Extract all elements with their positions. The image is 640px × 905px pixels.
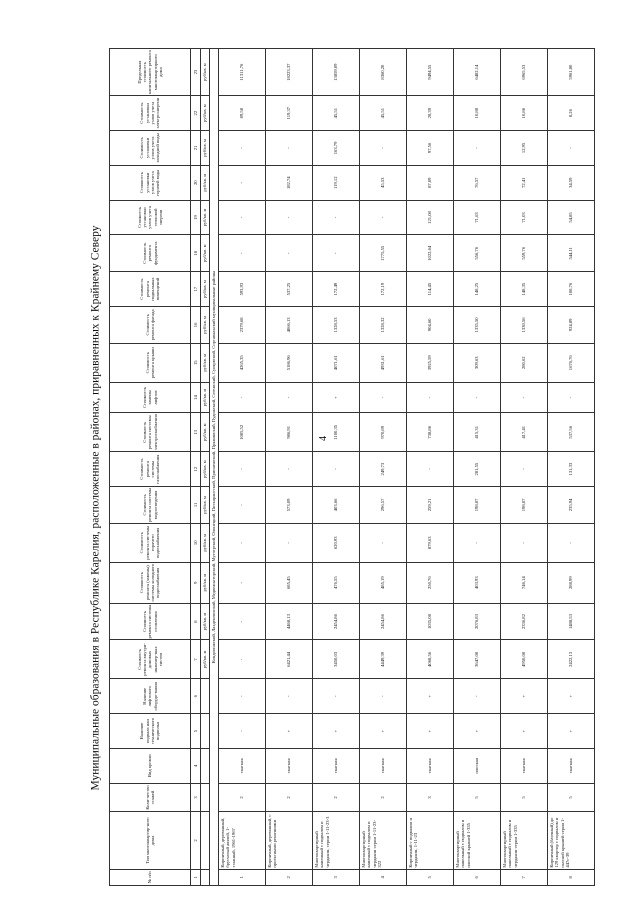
table-cell: плоская [454, 748, 501, 783]
table-cell: - [548, 382, 595, 413]
column-number: 14 [191, 382, 201, 413]
table-cell: 97,56 [407, 131, 454, 166]
table-cell: 148,25 [454, 272, 501, 307]
table-cell: + [501, 714, 548, 749]
table-cell: 13859,09 [313, 49, 360, 96]
blank-cell [201, 783, 210, 812]
column-number: 17 [191, 272, 201, 307]
table-cell: 250,76 [407, 562, 454, 603]
column-number: 23 [191, 49, 201, 96]
table-cell: 4066,13 [266, 306, 313, 343]
table-cell: 281,55 [454, 452, 501, 487]
table-cell: 4931,61 [360, 343, 407, 382]
units-cell: руб/кв. м [201, 49, 210, 96]
column-header: № п/п [110, 869, 191, 885]
table-cell: 1328,53 [313, 306, 360, 343]
table-cell: + [501, 679, 548, 714]
table-cell: - [219, 640, 266, 679]
column-header: Коли-чество этажей [110, 783, 191, 812]
table-cell: - [313, 200, 360, 235]
table-cell: + [313, 714, 360, 749]
table-cell: 10,88 [454, 96, 501, 131]
table-cell: - [219, 452, 266, 487]
column-header: Наличие подвала или технического подполья [110, 714, 191, 749]
cost-table [109, 48, 595, 886]
blank-cell [201, 748, 210, 783]
table-cell: 280,62 [501, 343, 548, 382]
table-cell: 620,93 [313, 523, 360, 562]
column-header: Стоимость установки узлов учета горячей воды [110, 165, 191, 200]
table-cell: скатная [266, 748, 313, 783]
table-cell: 172,49 [313, 272, 360, 307]
column-number: 11 [191, 487, 201, 524]
table-cell: 309,63 [454, 343, 501, 382]
table-cell: 6482,14 [454, 49, 501, 96]
table-cell: Кирпичный, деревянный, брусчатый жилой, 1-этажный, 1961-1967 [219, 812, 266, 869]
table-cell: 45,51 [360, 96, 407, 131]
table-cell: Кирпичный (блочный) до 129 квартир с подвалом и скатной крышей серии 1-447с-39 [548, 812, 595, 869]
table-cell: - [360, 523, 407, 562]
column-header: Стоимость ремонта крыши [110, 343, 191, 382]
column-number: 15 [191, 343, 201, 382]
table-cell: - [501, 452, 548, 487]
table-cell: 6 [454, 869, 501, 885]
table-cell: + [454, 714, 501, 749]
column-header: Стоимость ремонта (замены) системы холодного водоснабжения [110, 562, 191, 603]
table-cell: 7 [501, 869, 548, 885]
column-header: Стоимость ремонта подвальных помещений [110, 272, 191, 307]
table-cell: 970,89 [360, 413, 407, 452]
table-cell: - [454, 131, 501, 166]
table-cell: 573,09 [266, 487, 313, 524]
table-cell: скатная [313, 748, 360, 783]
table-cell: 738,86 [407, 413, 454, 452]
table-cell: 119,12 [313, 165, 360, 200]
table-cell: 4068,56 [407, 640, 454, 679]
table-cell: скатная [501, 748, 548, 783]
table-cell: - [360, 679, 407, 714]
column-header: Стоимость ремонта фундамента [110, 235, 191, 272]
table-cell: + [313, 382, 360, 413]
blank-cell [201, 869, 210, 885]
table-cell: скатная [219, 748, 266, 783]
table-cell: + [407, 714, 454, 749]
table-cell: 1 [219, 869, 266, 885]
table-cell: 415,31 [454, 413, 501, 452]
table-cell: 121,08 [407, 200, 454, 235]
column-number: 19 [191, 200, 201, 235]
table-row [407, 49, 454, 886]
column-number: 3 [191, 783, 201, 812]
column-number: 16 [191, 306, 201, 343]
table-cell: + [548, 714, 595, 749]
units-cell: руб/кв. м [201, 131, 210, 166]
table-cell: 182,74 [266, 165, 313, 200]
page-number: 4 [317, 435, 329, 441]
table-cell: - [219, 382, 266, 413]
table-cell: 4265,35 [219, 343, 266, 382]
table-cell: 34,59 [548, 165, 595, 200]
table-cell: Многоквартирный панельный с подвалом и чердаком серии 1-335 [501, 812, 548, 869]
table-cell: 259,21 [407, 487, 454, 524]
table-cell: 2 [219, 783, 266, 812]
table-cell: 8,26 [548, 96, 595, 131]
table-row [454, 49, 501, 886]
table-cell: скатная [548, 748, 595, 783]
units-cell: руб/кв. м [201, 562, 210, 603]
units-cell: руб/кв. м [201, 413, 210, 452]
table-cell: - [266, 679, 313, 714]
section-label: Кондопожский, Лахденпохский, Медвежьегорский, Муезерский, Олонецкий, Питкярантский, Прионежский, Пряжинский, Пудожский, Сегежский, Суоярвский, Сортавальский муниципальные районы [210, 49, 219, 886]
table-cell: 89,58 [219, 96, 266, 131]
table-cell: - [219, 165, 266, 200]
table-cell: 5 [548, 783, 595, 812]
table-cell: 593,93 [219, 272, 266, 307]
table-cell: 3450,03 [313, 640, 360, 679]
table-cell: 904,60 [407, 306, 454, 343]
table-cell: - [219, 200, 266, 235]
table-cell: 3 [313, 869, 360, 885]
table-cell: 71,63 [454, 200, 501, 235]
table-canvas [109, 48, 583, 886]
table-cell: 2454,86 [313, 603, 360, 640]
table-cell: - [407, 452, 454, 487]
column-number: 10 [191, 523, 201, 562]
table-cell: - [454, 523, 501, 562]
table-cell: - [266, 382, 313, 413]
table-cell: 544,11 [548, 235, 595, 272]
table-cell: 198,87 [501, 487, 548, 524]
table-row [360, 49, 407, 886]
table-cell: - [313, 679, 360, 714]
table-cell: 5186,96 [266, 343, 313, 382]
table-cell: 9494,55 [407, 49, 454, 96]
table-cell: 1330,56 [501, 306, 548, 343]
column-header: Стоимость ремонта внутри-домовых инженер-ных систем [110, 640, 191, 679]
table-cell: - [266, 523, 313, 562]
table-cell: 235,94 [548, 487, 595, 524]
table-cell: 119,37 [266, 96, 313, 131]
table-cell: - [313, 235, 360, 272]
units-cell: руб/кв. м [201, 452, 210, 487]
column-number: 13 [191, 413, 201, 452]
table-cell: 879,63 [407, 523, 454, 562]
column-number: 2 [191, 812, 201, 869]
table-cell: - [454, 679, 501, 714]
table-cell: 403,93 [454, 562, 501, 603]
table-cell: - [219, 131, 266, 166]
table-cell: - [407, 382, 454, 413]
table-cell: 476,55 [313, 562, 360, 603]
table-cell: 5 [407, 869, 454, 885]
column-header: Стоимость ремонта фасада [110, 306, 191, 343]
column-header: Вид кровли [110, 748, 191, 783]
table-cell: 76,57 [454, 165, 501, 200]
table-cell: 172,19 [360, 272, 407, 307]
column-header: Стоимость ремонта системы электроснабжения [110, 413, 191, 452]
table-cell: 2422,13 [548, 640, 595, 679]
table-cell: 249,73 [360, 452, 407, 487]
units-cell: руб/кв. м [201, 235, 210, 272]
table-cell: 685,45 [266, 562, 313, 603]
column-number: 1 [191, 869, 201, 885]
units-cell: руб/кв. м [201, 272, 210, 307]
table-cell: - [501, 523, 548, 562]
table-cell: Многоквартирный каменный с подвалом и чердаком серии 1-11-23-322 [360, 812, 407, 869]
table-cell: 2379,68 [219, 306, 266, 343]
blank-cell [201, 714, 210, 749]
units-cell: руб/кв. м [201, 306, 210, 343]
table-cell: 108,76 [548, 272, 595, 307]
table-cell: 1335,50 [454, 306, 501, 343]
table-cell: - [266, 200, 313, 235]
units-cell: руб/кв. м [201, 200, 210, 235]
table-cell: 12,95 [501, 131, 548, 166]
column-number: 21 [191, 131, 201, 166]
units-row [201, 49, 210, 886]
table-cell: + [548, 679, 595, 714]
column-number: 5 [191, 714, 201, 749]
table-cell: - [501, 382, 548, 413]
column-number: 22 [191, 96, 201, 131]
table-cell: - [219, 679, 266, 714]
table-cell: - [219, 603, 266, 640]
table-cell: 1085,52 [219, 413, 266, 452]
column-number: 20 [191, 165, 201, 200]
table-cell: 2076,83 [454, 603, 501, 640]
table-cell: 5 [454, 783, 501, 812]
table-cell: 2336,82 [501, 603, 548, 640]
table-cell: скатная [360, 748, 407, 783]
table-cell: - [219, 235, 266, 272]
table-cell: 10,86 [501, 96, 548, 131]
column-header: Стоимость установки узлов учета тепловой энергии [110, 200, 191, 235]
table-cell: 4449,39 [360, 640, 407, 679]
table-cell: 2 [313, 783, 360, 812]
table-cell: 3647,08 [454, 640, 501, 679]
table-cell: 3925,59 [407, 343, 454, 382]
table-cell: 2 [266, 869, 313, 885]
table-cell: + [407, 679, 454, 714]
table-cell: 8 [548, 869, 595, 885]
table-cell: + [360, 714, 407, 749]
section-row [210, 49, 219, 886]
table-cell: 1676,76 [548, 343, 595, 382]
table-cell: 485,19 [360, 562, 407, 603]
table-row [313, 49, 360, 886]
table-row [548, 49, 595, 886]
table-body [201, 49, 595, 886]
table-cell: 1328,32 [360, 306, 407, 343]
table-cell: 45,53 [360, 165, 407, 200]
column-number-row [191, 49, 201, 886]
table-cell: 559,76 [501, 235, 548, 272]
column-header: Стоимость ремонта системы горячего водоснабжения [110, 523, 191, 562]
document-title: Муниципальные образования в Республике Карелия, расположенные в районах, приравненных к Крайнему Северу [89, 225, 101, 790]
table-cell: Многоквартирный каменный с подвалом и чердаком, серии 1-11-23-3 [313, 812, 360, 869]
table-cell: 1488,53 [548, 603, 595, 640]
table-cell: 288,99 [548, 562, 595, 603]
table-cell: 556,76 [454, 235, 501, 272]
table-cell: - [360, 131, 407, 166]
table-cell: 6965,53 [501, 49, 548, 96]
table-cell: - [219, 714, 266, 749]
table-cell: - [266, 452, 313, 487]
table-cell: 1775,55 [360, 235, 407, 272]
table-row [266, 49, 313, 886]
table-cell: 296,57 [360, 487, 407, 524]
table-cell: - [219, 523, 266, 562]
units-cell: руб/кв. м [201, 640, 210, 679]
column-header: Стоимость ремонта системы газоснабжения [110, 452, 191, 487]
table-cell: 3 [407, 783, 454, 812]
column-header: Стоимость замены лифтов [110, 382, 191, 413]
table-cell: - [313, 452, 360, 487]
table-cell: 537,56 [548, 413, 595, 452]
table-cell: 986,91 [266, 413, 313, 452]
table-header [110, 49, 201, 886]
units-cell: руб/кв. м [201, 603, 210, 640]
table-cell: 8360,20 [360, 49, 407, 96]
column-header: Стоимость ремонта системы водоотведения [110, 487, 191, 524]
column-header: Наличие лифтового оборудо-вания [110, 679, 191, 714]
table-cell: - [548, 131, 595, 166]
units-cell: руб/кв. м [201, 343, 210, 382]
table-cell: 87,09 [407, 165, 454, 200]
units-cell: руб/кв. м [201, 96, 210, 131]
column-number: 8 [191, 603, 201, 640]
units-cell: руб/кв. м [201, 487, 210, 524]
table-cell: 6421,44 [266, 640, 313, 679]
table-cell: 11311,76 [219, 49, 266, 96]
blank-cell [201, 679, 210, 714]
column-number: 4 [191, 748, 201, 783]
table-row [219, 49, 266, 886]
column-number: 9 [191, 562, 201, 603]
column-header: Тип многоквартир-ного дома [110, 812, 191, 869]
column-header: Предельная стоимость капитального ремонта многоквартирного дома [110, 49, 191, 96]
column-header: Стоимость установки узлов учета электроэнергии [110, 96, 191, 131]
table-cell: + [266, 714, 313, 749]
table-cell: 2454,86 [360, 603, 407, 640]
table-cell: - [219, 487, 266, 524]
table-cell: 28,39 [407, 96, 454, 131]
table-cell: 4 [360, 869, 407, 885]
table-cell: Кирпичный с подвалом и чердаком, 1-11-23 [407, 812, 454, 869]
table-cell: 72,41 [501, 165, 548, 200]
table-cell: 1100,35 [313, 413, 360, 452]
table-cell: 2 [266, 783, 313, 812]
column-number: 6 [191, 679, 201, 714]
table-cell: 163,79 [313, 131, 360, 166]
table-cell: - [454, 382, 501, 413]
column-header: Стоимость ремонта системы отопления [110, 603, 191, 640]
table-cell: 18223,37 [266, 49, 313, 96]
table-cell: 54,85 [548, 200, 595, 235]
header-row [110, 49, 191, 886]
table-cell: 417,41 [501, 413, 548, 452]
table-cell: Кирпичный, деревянный, с проектными решениями [266, 812, 313, 869]
column-number: 7 [191, 640, 201, 679]
table-cell: - [360, 382, 407, 413]
table-cell: - [266, 235, 313, 272]
blank-cell [201, 812, 210, 869]
table-cell: 924,89 [548, 306, 595, 343]
table-cell: 71,03 [501, 200, 548, 235]
units-cell: руб/кв. м [201, 523, 210, 562]
table-cell: 4950,08 [501, 640, 548, 679]
table-cell: 131,33 [548, 452, 595, 487]
table-cell: 5961,80 [548, 49, 595, 96]
table-cell: 2 [360, 783, 407, 812]
table-cell: 537,25 [266, 272, 313, 307]
table-row [501, 49, 548, 886]
table-cell: - [360, 200, 407, 235]
table-cell: 198,87 [454, 487, 501, 524]
units-cell: руб/кв. м [201, 382, 210, 413]
table-cell: 148,35 [501, 272, 548, 307]
column-number: 18 [191, 235, 201, 272]
table-cell: 1022,64 [407, 235, 454, 272]
column-number: 12 [191, 452, 201, 487]
column-header: Стоимость установки узлов учета холодной воды [110, 131, 191, 166]
table-cell: 114,45 [407, 272, 454, 307]
table-cell: 4468,13 [266, 603, 313, 640]
table-cell: 403,66 [313, 487, 360, 524]
table-cell: 4071,61 [313, 343, 360, 382]
table-cell: скатная [407, 748, 454, 783]
table-cell: - [548, 523, 595, 562]
table-cell: - [219, 562, 266, 603]
table-cell: 1035,08 [407, 603, 454, 640]
units-cell: руб/кв. м [201, 165, 210, 200]
table-cell: 45,51 [313, 96, 360, 131]
table-cell: 746,14 [501, 562, 548, 603]
table-cell: 5 [501, 783, 548, 812]
table-cell: Многоквартирный панельный с подвалом и плоской крышей 1-335 [454, 812, 501, 869]
rotated-table-container [109, 48, 583, 886]
table-cell: - [266, 131, 313, 166]
